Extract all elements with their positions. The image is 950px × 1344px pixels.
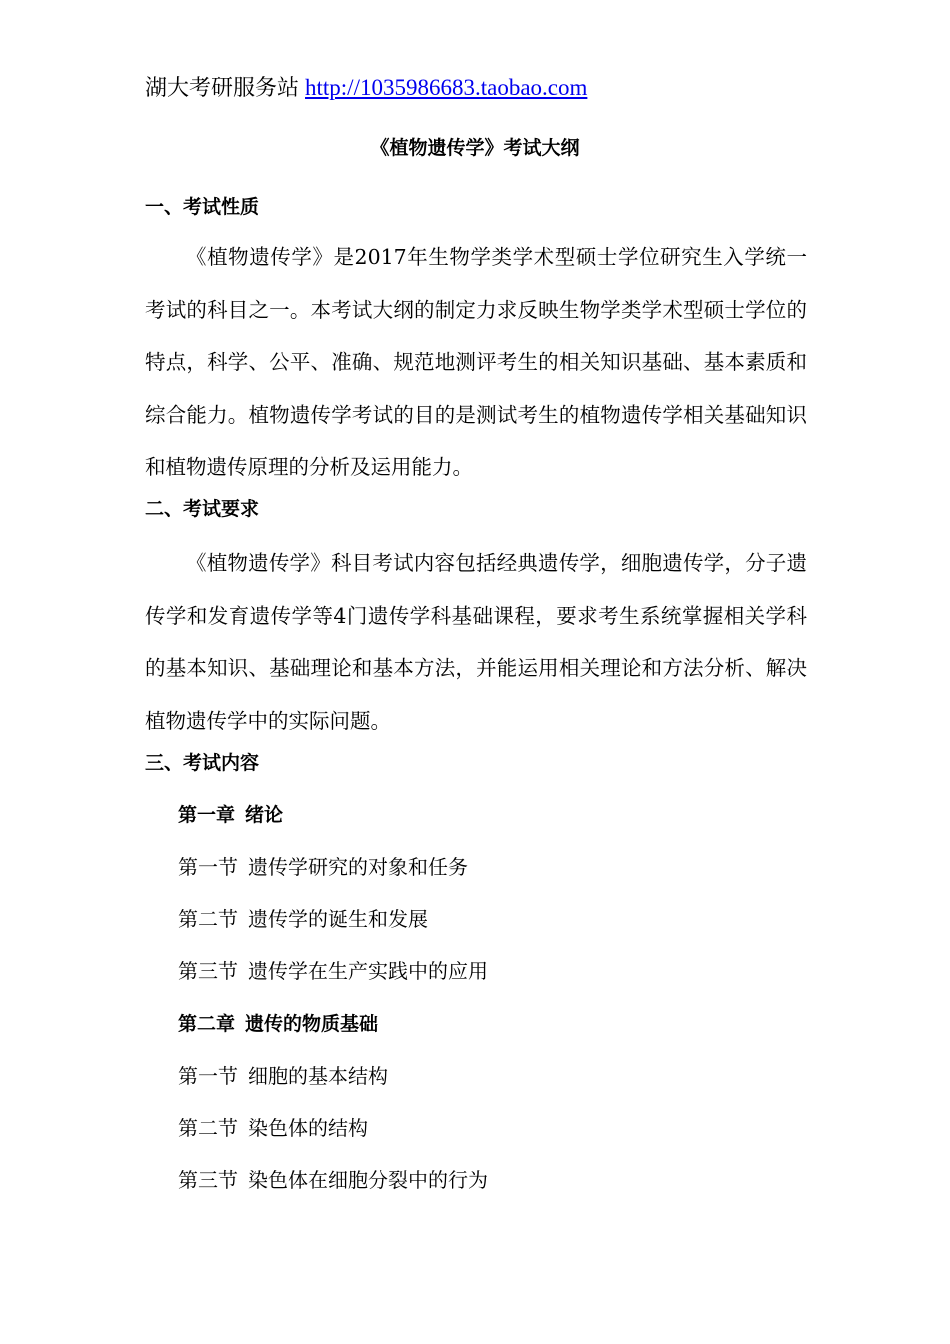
chapter-1-section-2 (178, 904, 428, 934)
section-number: 第二节 (178, 1116, 238, 1140)
chapter-2-section-1 (178, 1061, 388, 1091)
heading-exam-requirements: 二、考试要求 (145, 498, 260, 520)
section-name: 遗传学研究的对象和任务 (248, 855, 468, 879)
heading-exam-nature: 一、考试性质 (145, 196, 260, 218)
chapter-1-section-3 (178, 956, 488, 986)
section-name: 遗传学的诞生和发展 (248, 907, 428, 931)
paragraph-exam-nature: 《植物遗传学》是2017年生物学类学术型硕士学位研究生入学统一考试的科目之一。本考试大纲的制定力求反映生物学类学术型硕士学位的特点，科学、公平、准确、规范地测评考生的相关知识基础、基本素质和综合能力。植物遗传学考试的目的是测试考生的植物遗传学相关基础知识和植物遗传原理的分析及运用能力。 (145, 245, 807, 479)
section-name: 遗传学在生产实践中的应用 (248, 959, 488, 983)
chapter-2-title (178, 1009, 378, 1039)
chapter-name: 绪论 (245, 804, 284, 826)
chapter-2-section-2 (178, 1113, 368, 1143)
chapter-1-section-1 (178, 852, 468, 882)
chapter-number: 第二章 (178, 1013, 236, 1035)
section-name: 染色体在细胞分裂中的行为 (248, 1168, 488, 1192)
chapter-name: 遗传的物质基础 (245, 1013, 379, 1035)
paragraph-exam-requirements: 《植物遗传学》科目考试内容包括经典遗传学，细胞遗传学，分子遗传学和发育遗传学等4门遗传学科基础课程，要求考生系统掌握相关学科的基本知识、基础理论和基本方法，并能运用相关理论和方法分析、解决植物遗传学中的实际问题。 (145, 551, 807, 733)
section-number: 第一节 (178, 855, 238, 879)
chapter-2-section-3 (178, 1165, 488, 1195)
heading-exam-content: 三、考试内容 (145, 752, 260, 774)
section-number: 第三节 (178, 959, 238, 983)
section-number: 第三节 (178, 1168, 238, 1192)
chapter-1-title (178, 800, 283, 830)
section-number: 第一节 (178, 1064, 238, 1088)
section-number: 第二节 (178, 907, 238, 931)
section-name: 细胞的基本结构 (248, 1064, 388, 1088)
header-site-name: 湖大考研服务站 (145, 76, 300, 101)
header-link[interactable]: http://1035986683.taobao.com (305, 75, 588, 100)
section-name: 染色体的结构 (248, 1116, 368, 1140)
page-header (145, 72, 587, 105)
document-title: 《植物遗传学》考试大纲 (370, 137, 580, 159)
chapter-number: 第一章 (178, 804, 236, 826)
